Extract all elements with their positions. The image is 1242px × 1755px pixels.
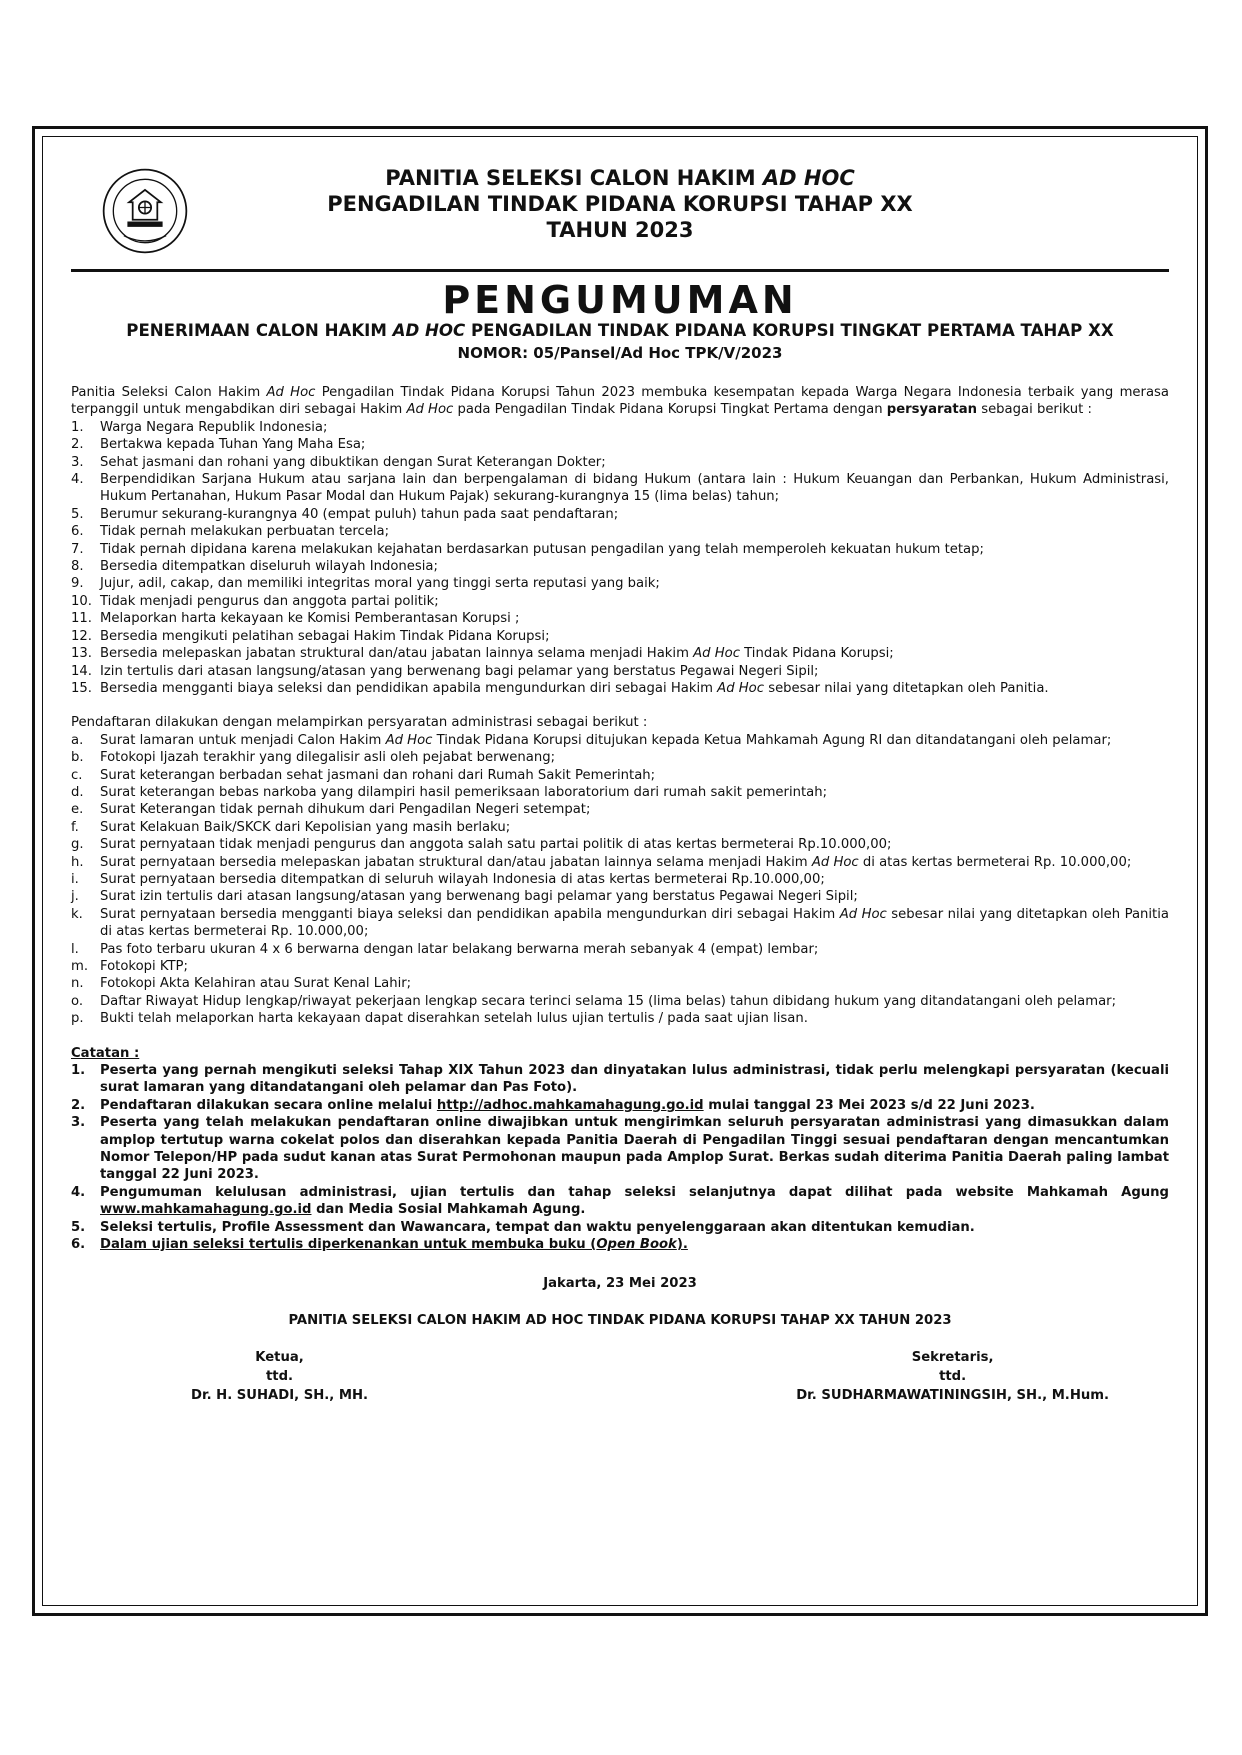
requirement-item: [71, 558, 1169, 575]
secretary-name: Dr. SUDHARMAWATININGSIH, SH., M.Hum.: [796, 1387, 1109, 1403]
document-item-text: Surat Keterangan tidak pernah dihukum dari Pengadilan Negeri setempat;: [100, 802, 591, 818]
note-item-marker: 3.: [71, 1115, 86, 1131]
requirement-item: [71, 523, 1169, 540]
document-item-text: Surat Kelakuan Baik/SKCK dari Kepolisian yang masih berlaku;: [100, 819, 511, 835]
document-item-marker: h.: [71, 854, 84, 870]
requirement-item: [71, 419, 1169, 436]
requirement-item: [71, 663, 1169, 680]
note-item-text: Peserta yang pernah mengikuti seleksi Tahap XIX Tahun 2023 dan dinyatakan lulus administrasi, tidak perlu melengkapi persyaratan (kecuali surat lamaran yang ditandatangani oleh pelamar dan Pas Foto).: [100, 1063, 1169, 1096]
note-item-text: Pendaftaran dilakukan secara online melalui http://adhoc.mahkamahagung.go.id mulai tanggal 23 Mei 2023 s/d 22 Juni 2023.: [100, 1097, 1035, 1113]
note-item: [71, 1097, 1169, 1114]
requirement-item-marker: 3.: [71, 454, 84, 470]
requirement-item-marker: 14.: [71, 663, 92, 679]
requirement-item: [71, 610, 1169, 627]
requirement-item: [71, 645, 1169, 662]
requirement-item: [71, 436, 1169, 453]
document-item: [71, 958, 1169, 975]
page-title: PENGUMUMAN: [442, 278, 798, 322]
requirement-item-text: Berpendidikan Sarjana Hukum atau sarjana lain dan berpengalaman di bidang Hukum (antara lain : Hukum Keuangan dan Perbankan, Hukum Administrasi, Hukum Pertanahan, Hukum Pasar Modal dan Hukum Pajak) sekurang-kurangnya 15 (lima belas) tahun;: [100, 472, 1169, 505]
requirements-list: [71, 419, 1169, 698]
document-item-marker: o.: [71, 993, 84, 1009]
signatures: [71, 1348, 1169, 1405]
note-item-marker: 1.: [71, 1063, 86, 1079]
requirement-item: [71, 506, 1169, 523]
document-item-marker: j.: [71, 889, 79, 905]
header-rule: [71, 269, 1169, 272]
requirement-item-marker: 11.: [71, 611, 92, 627]
document-item-marker: a.: [71, 732, 84, 748]
chair-role: Ketua,: [255, 1349, 304, 1365]
requirement-item: [71, 680, 1169, 697]
panel-signature-heading: PANITIA SELEKSI CALON HAKIM AD HOC TINDAK PIDANA KORUPSI TAHAP XX TAHUN 2023: [288, 1312, 952, 1328]
notes-list: [71, 1062, 1169, 1253]
requirement-item-text: Melaporkan harta kekayaan ke Komisi Pemberantasan Korupsi ;: [100, 611, 520, 627]
document-item-text: Bukti telah melaporkan harta kekayaan dapat diserahkan setelah lulus ujian tertulis / pada saat ujian lisan.: [100, 1011, 808, 1027]
document-item-marker: i.: [71, 871, 79, 887]
requirement-item: [71, 575, 1169, 592]
document-item: [71, 836, 1169, 853]
registration-intro: Pendaftaran dilakukan dengan melampirkan persyaratan administrasi sebagai berikut :: [71, 715, 648, 731]
note-item: [71, 1184, 1169, 1219]
requirement-item-marker: 2.: [71, 437, 84, 453]
document-item-text: Fotokopi Akta Kelahiran atau Surat Kenal Lahir;: [100, 976, 412, 992]
document-item-text: Fotokopi Ijazah terakhir yang dilegalisir asli oleh pejabat berwenang;: [100, 750, 556, 766]
note-item: [71, 1219, 1169, 1236]
requirement-item-text: Bersedia ditempatkan diseluruh wilayah Indonesia;: [100, 559, 438, 575]
document-item-text: Surat lamaran untuk menjadi Calon Hakim Ad Hoc Tindak Pidana Korupsi ditujukan kepada Ketua Mahkamah Agung RI dan ditandatangani oleh pelamar;: [100, 732, 1112, 748]
document-item: [71, 767, 1169, 784]
requirement-item-text: Izin tertulis dari atasan langsung/atasan yang berwenang bagi pelamar yang berstatus Pegawai Negeri Sipil;: [100, 663, 819, 679]
requirement-item-text: Bersedia melepaskan jabatan struktural dan/atau jabatan lainnya selama menjadi Hakim Ad Hoc Tindak Pidana Korupsi;: [100, 646, 894, 662]
document-item-marker: d.: [71, 784, 84, 800]
document-item-text: Daftar Riwayat Hidup lengkap/riwayat pekerjaan lengkap secara terinci selama 15 (lima belas) tahun dibidang hukum yang ditandatangani oleh pelamar;: [100, 993, 1117, 1009]
requirement-item: [71, 628, 1169, 645]
document-item: [71, 888, 1169, 905]
note-item-text: Pengumuman kelulusan administrasi, ujian tertulis dan tahap seleksi selanjutnya dapat dilihat pada website Mahkamah Agung www.mahkamahagung.go.id dan Media Sosial Mahkamah Agung.: [100, 1184, 1169, 1218]
website-link[interactable]: www.mahkamahagung.go.id: [100, 1202, 312, 1218]
notes-section: [71, 1045, 1169, 1254]
requirement-item: [71, 471, 1169, 506]
requirement-item-text: Jujur, adil, cakap, dan memiliki integritas moral yang tinggi serta reputasi yang baik;: [100, 576, 660, 592]
document-item: [71, 975, 1169, 992]
note-item-marker: 4.: [71, 1184, 86, 1200]
requirement-item-marker: 12.: [71, 628, 92, 644]
note-item-text: Seleksi tertulis, Profile Assessment dan Wawancara, tempat dan waktu penyelenggaraan akan ditentukan kemudian.: [100, 1219, 975, 1235]
committee-heading: PANITIA SELEKSI CALON HAKIM AD HOC PENGADILAN TINDAK PIDANA KORUPSI TAHAP XX TAHUN 2023: [327, 166, 913, 242]
note-item-text: Peserta yang telah melakukan pendaftaran online diwajibkan untuk mengirimkan seluruh persyaratan administrasi yang dimasukkan dalam amplop tertutup warna cokelat polos dan diserahkan kepada Panitia Daerah di Pengadilan Tinggi sesuai pendaftaran dengan mencantumkan Nomor Telepon/HP pada sudut kanan atas Surat Permohonan maupun pada Amplop Surat. Berkas sudah diterima Panitia Daerah paling lambat tanggal 22 Juni 2023.: [100, 1115, 1169, 1183]
chair-sign: ttd.: [265, 1368, 294, 1384]
requirement-item-text: Berumur sekurang-kurangnya 40 (empat puluh) tahun pada saat pendaftaran;: [100, 506, 619, 522]
note-item: [71, 1236, 1169, 1253]
document-item-marker: p.: [71, 1011, 84, 1027]
document-item-text: Pas foto terbaru ukuran 4 x 6 berwarna dengan latar belakang berwarna merah sebanyak 4 (empat) lembar;: [100, 941, 819, 957]
chair-signature: [191, 1348, 368, 1405]
secretary-role: Sekretaris,: [911, 1349, 994, 1365]
note-item-marker: 5.: [71, 1219, 86, 1235]
announcement-number: NOMOR: 05/Pansel/Ad Hoc TPK/V/2023: [457, 344, 783, 362]
requirement-item: [71, 541, 1169, 558]
note-item: [71, 1062, 1169, 1097]
document-item: [71, 871, 1169, 888]
secretary-signature: [796, 1348, 1109, 1405]
announcement-frame: [42, 136, 1198, 1606]
requirement-item-text: Tidak menjadi pengurus dan anggota partai politik;: [100, 593, 439, 609]
place-date: Jakarta, 23 Mei 2023: [543, 1275, 697, 1291]
requirement-item-text: Tidak pernah dipidana karena melakukan kejahatan berdasarkan putusan pengadilan yang telah memperoleh kekuatan hukum tetap;: [100, 541, 984, 557]
intro-paragraph: Panitia Seleksi Calon Hakim Ad Hoc Pengadilan Tindak Pidana Korupsi Tahun 2023 membuka kesempatan kepada Warga Negara Indonesia terbaik yang merasa terpanggil untuk mengabdikan diri sebagai Hakim Ad Hoc pada Pengadilan Tindak Pidana Korupsi Tingkat Pertama dengan persyaratan sebagai berikut :: [71, 385, 1170, 418]
requirement-item-text: Bertakwa kepada Tuhan Yang Maha Esa;: [100, 437, 366, 453]
header: [71, 159, 1169, 263]
requirement-item-text: Sehat jasmani dan rohani yang dibuktikan dengan Surat Keterangan Dokter;: [100, 454, 606, 470]
requirement-item-marker: 8.: [71, 559, 84, 575]
document-item-marker: m.: [71, 959, 89, 974]
document-item-marker: l.: [71, 941, 79, 957]
requirement-item: [71, 593, 1169, 610]
document-item-marker: e.: [71, 802, 84, 818]
requirement-item: [71, 454, 1169, 471]
document-item-marker: n.: [71, 976, 84, 992]
note-item-text: Dalam ujian seleksi tertulis diperkenankan untuk membuka buku (Open Book).: [100, 1237, 688, 1253]
documents-list: [71, 732, 1169, 1028]
document-item: [71, 854, 1169, 871]
requirement-item-text: Bersedia mengganti biaya seleksi dan pendidikan apabila mengundurkan diri sebagai Hakim Ad Hoc sebesar nilai yang ditetapkan oleh Panitia.: [100, 680, 1049, 696]
note-item-marker: 6.: [71, 1237, 86, 1253]
document-item-text: Surat pernyataan bersedia melepaskan jabatan struktural dan/atau jabatan lainnya selama menjadi Hakim Ad Hoc di atas kertas bermeterai Rp. 10.000,00;: [100, 854, 1132, 870]
document-item-marker: b.: [71, 750, 84, 766]
document-item-marker: f.: [71, 819, 79, 835]
document-item: [71, 941, 1169, 958]
document-item-text: Surat pernyataan bersedia mengganti biaya seleksi dan pendidikan apabila mengundurkan diri sebagai Hakim Ad Hoc sebesar nilai yang ditetapkan oleh Panitia di atas kertas bermeterai Rp. 10.000,00;: [100, 906, 1169, 940]
document-item: [71, 819, 1169, 836]
requirement-item-marker: 1.: [71, 419, 84, 435]
document-item-text: Surat keterangan berbadan sehat jasmani dan rohani dari Rumah Sakit Pemerintah;: [100, 767, 656, 783]
document-item-text: Surat pernyataan bersedia ditempatkan di seluruh wilayah Indonesia di atas kertas bermeterai Rp.10.000,00;: [100, 871, 825, 887]
document-item-marker: g.: [71, 837, 84, 853]
document-item: [71, 1010, 1169, 1027]
requirement-item-marker: 9.: [71, 576, 84, 592]
document-item-text: Fotokopi KTP;: [100, 959, 188, 974]
document-item: [71, 732, 1169, 749]
note-item-marker: 2.: [71, 1097, 86, 1113]
document-item-marker: c.: [71, 767, 83, 783]
mahkamah-agung-seal-icon: [101, 167, 189, 255]
document-item: [71, 993, 1169, 1010]
document-item: [71, 801, 1169, 818]
requirement-item-marker: 4.: [71, 472, 84, 488]
requirement-item-marker: 6.: [71, 524, 84, 540]
requirement-item-text: Tidak pernah melakukan perbuatan tercela;: [100, 524, 390, 540]
requirement-item-marker: 7.: [71, 541, 84, 557]
announcement-subtitle: PENERIMAAN CALON HAKIM AD HOC PENGADILAN TINDAK PIDANA KORUPSI TINGKAT PERTAMA TAHAP XX: [126, 321, 1114, 340]
requirement-item-marker: 13.: [71, 646, 92, 662]
requirement-item-marker: 10.: [71, 593, 92, 609]
requirement-item-marker: 5.: [71, 506, 84, 522]
document-item-text: Surat pernyataan tidak menjadi pengurus dan anggota salah satu partai politik di atas kertas bermeterai Rp.10.000,00;: [100, 837, 892, 853]
document-item-marker: k.: [71, 906, 83, 922]
requirement-item-marker: 15.: [71, 680, 92, 696]
notes-title: Catatan :: [71, 1045, 140, 1061]
note-item: [71, 1114, 1169, 1184]
document-item-text: Surat keterangan bebas narkoba yang dilampiri hasil pemeriksaan laboratorium dari rumah sakit pemerintah;: [100, 784, 828, 800]
website-link[interactable]: http://adhoc.mahkamahagung.go.id: [436, 1097, 704, 1113]
document-item: [71, 749, 1169, 766]
document-item: [71, 784, 1169, 801]
document-item-text: Surat izin tertulis dari atasan langsung/atasan yang berwenang bagi pelamar yang berstatus Pegawai Negeri Sipil;: [100, 889, 858, 905]
document-item: [71, 906, 1169, 941]
chair-name: Dr. H. SUHADI, SH., MH.: [191, 1387, 369, 1403]
secretary-sign: ttd.: [939, 1368, 967, 1384]
requirement-item-text: Warga Negara Republik Indonesia;: [100, 419, 328, 435]
requirement-item-text: Bersedia mengikuti pelatihan sebagai Hakim Tindak Pidana Korupsi;: [100, 628, 550, 644]
